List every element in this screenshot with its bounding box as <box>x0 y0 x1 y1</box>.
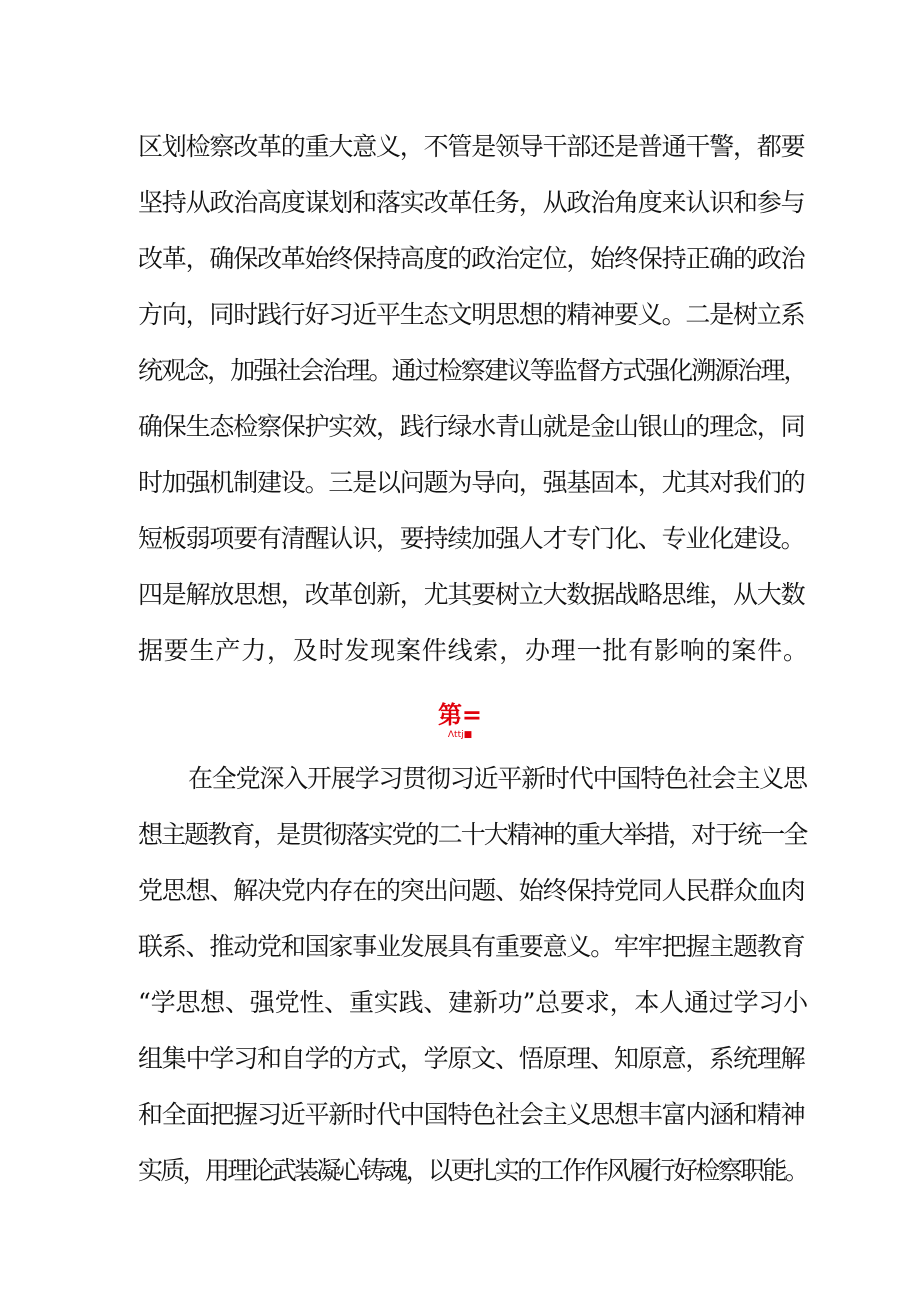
paragraph-1-line: 统观念，加强社会治理。通过检察建议等监督方式强化溯源治理， <box>138 356 807 385</box>
section-subheading: Λttj■ <box>447 730 473 740</box>
paragraph-1-line: 确保生态检察保护实效，践行绿水青山就是金山银山的理念，同 <box>138 412 805 441</box>
paragraph-1-line: 方向，同时践行好习近平生态文明思想的精神要义。二是树立系 <box>138 300 805 329</box>
paragraph-1-line: 区划检察改革的重大意义，不管是领导干部还是普通干警，都要 <box>138 132 805 161</box>
paragraph-1-line: 时加强机制建设。三是以问题为导向，强基固本，尤其对我们的 <box>138 468 805 497</box>
paragraph-1-line: 短板弱项要有清醒认识，要持续加强人才专门化、专业化建设。 <box>138 524 805 553</box>
section-heading: 第= <box>437 701 483 729</box>
paragraph-2-line: 在全党深入开展学习贯彻习近平新时代中国特色社会主义思 <box>188 764 807 793</box>
paragraph-2-line: 联系、推动党和国家事业发展具有重要意义。牢牢把握主题教育 <box>138 932 805 961</box>
paragraph-1-line: 四是解放思想，改革创新，尤其要树立大数据战略思维，从大数 <box>138 580 805 609</box>
paragraph-2-line: 实质，用理论武装凝心铸魂，以更扎实的工作作风履行好检察职能。 <box>138 1156 808 1185</box>
paragraph-1-line: 改革，确保改革始终保持高度的政治定位，始终保持正确的政治 <box>138 244 805 273</box>
paragraph-1-line: 坚持从政治高度谋划和落实改革任务，从政治角度来认识和参与 <box>138 188 805 217</box>
paragraph-2-line: 党思想、解决党内存在的突出问题、始终保持党同人民群众血肉 <box>138 876 805 905</box>
paragraph-2-line: “学思想、强党性、重实践、建新功”总要求，本人通过学习小 <box>138 988 808 1017</box>
paragraph-2-line: 想主题教育，是贯彻落实党的二十大精神的重大举措，对于统一全 <box>138 820 807 849</box>
paragraph-2-line: 和全面把握习近平新时代中国特色社会主义思想丰富内涵和精神 <box>138 1100 805 1129</box>
paragraph-2-line: 组集中学习和自学的方式，学原文、悟原理、知原意，系统理解 <box>138 1044 805 1073</box>
paragraph-1-line: 据要生产力，及时发现案件线索，办理一批有影响的案件。 <box>138 636 809 665</box>
